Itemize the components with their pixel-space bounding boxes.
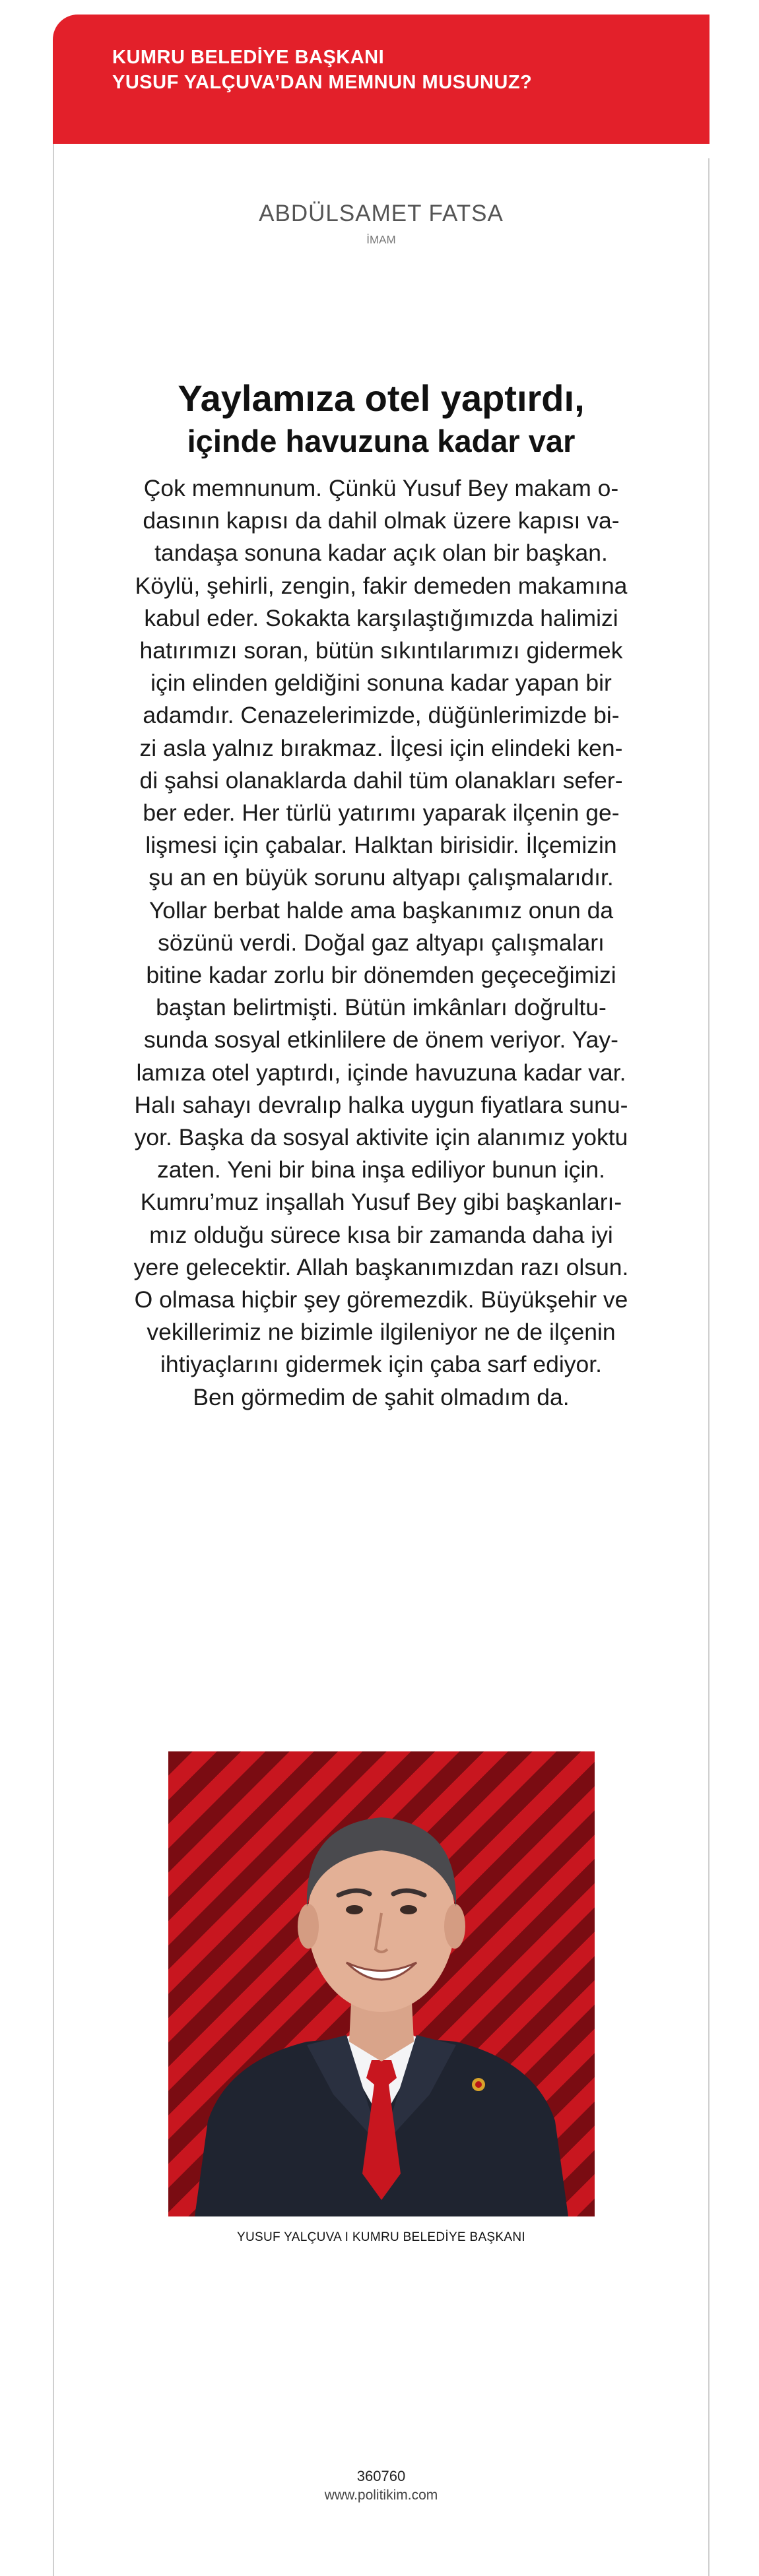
body-line: Kumru’muz inşallah Yusuf Bey gibi başkanları- bbox=[140, 1189, 622, 1216]
body-line: lişmesi için çabalar. Halktan birisidir. İlçemizin bbox=[145, 832, 617, 859]
banner-title-line-2: YUSUF YALÇUVA’DAN MEMNUN MUSUNUZ? bbox=[112, 72, 533, 93]
frame-left-border bbox=[53, 144, 54, 2576]
author-role: İMAM bbox=[366, 234, 396, 246]
body-line: vekillerimiz ne bizimle ilgileniyor ne de ilçenin bbox=[147, 1319, 616, 1346]
body-line: Köylü, şehirli, zengin, fakir demeden makamına bbox=[135, 572, 628, 599]
body-line: Halı sahayı devralıp halka uygun fiyatlara sunu- bbox=[134, 1091, 628, 1118]
body-line: sunda sosyal etkinlilere de önem veriyor. Yay- bbox=[144, 1026, 618, 1053]
body-line: adamdır. Cenazelerimizde, düğünlerimizde bi- bbox=[143, 702, 620, 729]
body-line: şu an en büyük sorunu altyapı çalışmalarıdır. bbox=[148, 864, 614, 891]
body-line: mız olduğu sürece kısa bir zamanda daha iyi bbox=[149, 1221, 613, 1248]
banner-title-line-1: KUMRU BELEDİYE BAŞKANI bbox=[112, 47, 385, 68]
body-line: Ben görmedim de şahit olmadım da. bbox=[193, 1383, 570, 1410]
body-line: ber eder. Her türlü yatırımı yaparak ilçenin ge- bbox=[143, 800, 620, 827]
body-line: Yollar berbat halde ama başkanımız onun da bbox=[148, 896, 614, 924]
body-line: hatırımızı soran, bütün sıkıntılarımızı gidermek bbox=[139, 637, 623, 664]
article-body bbox=[99, 472, 663, 1414]
body-line: Çok memnunum. Çünkü Yusuf Bey makam o- bbox=[143, 475, 619, 501]
portrait-illustration bbox=[168, 1751, 595, 2216]
body-line: O olmasa hiçbir şey göremezdik. Büyükşehir ve bbox=[134, 1286, 628, 1313]
frame-right-border bbox=[708, 158, 710, 2576]
body-line: di şahsi olanaklarda dahil tüm olanakları sefer- bbox=[139, 767, 623, 794]
body-line: baştan belirtmişti. Bütün imkânları doğrultu- bbox=[156, 994, 607, 1021]
author-name: ABDÜLSAMET FATSA bbox=[259, 201, 504, 226]
portrait-photo bbox=[168, 1751, 595, 2216]
body-line: dasının kapısı da dahil olmak üzere kapısı va- bbox=[143, 507, 620, 534]
footer-url: www.politikim.com bbox=[324, 2488, 438, 2503]
body-line: zaten. Yeni bir bina inşa ediliyor bunun için. bbox=[157, 1156, 605, 1183]
footer-id: 360760 bbox=[356, 2468, 406, 2484]
body-line: ihtiyaçlarını gidermek için çaba sarf ediyor. bbox=[160, 1351, 602, 1378]
body-line: yere gelecektir. Allah başkanımızdan razı olsun. bbox=[133, 1253, 629, 1280]
body-line: için elinden geldiğini sonuna kadar yapan bir bbox=[150, 670, 612, 697]
title-banner bbox=[53, 15, 710, 144]
body-line: lamıza otel yaptırdı, içinde havuzuna kadar var. bbox=[136, 1059, 626, 1086]
body-line: yor. Başka da sosyal aktivite için alanımız yoktu bbox=[134, 1124, 628, 1151]
photo-caption: YUSUF YALÇUVA I KUMRU BELEDİYE BAŞKANI bbox=[237, 2230, 525, 2244]
body-line: kabul eder. Sokakta karşılaştığımızda halimizi bbox=[144, 604, 618, 631]
body-line: sözünü verdi. Doğal gaz altyapı çalışmaları bbox=[158, 929, 605, 956]
body-line: zi asla yalnız bırakmaz. İlçesi için elindeki ken- bbox=[139, 734, 623, 761]
body-line: bitine kadar zorlu bir dönemden geçeceğimizi bbox=[146, 962, 616, 989]
article-headline bbox=[54, 376, 708, 462]
body-line: tandaşa sonuna kadar açık olan bir başkan. bbox=[154, 540, 608, 567]
headline-line-1: Yaylamıza otel yaptırdı, bbox=[178, 377, 585, 419]
headline-line-2: içinde havuzuna kadar var bbox=[187, 424, 576, 458]
